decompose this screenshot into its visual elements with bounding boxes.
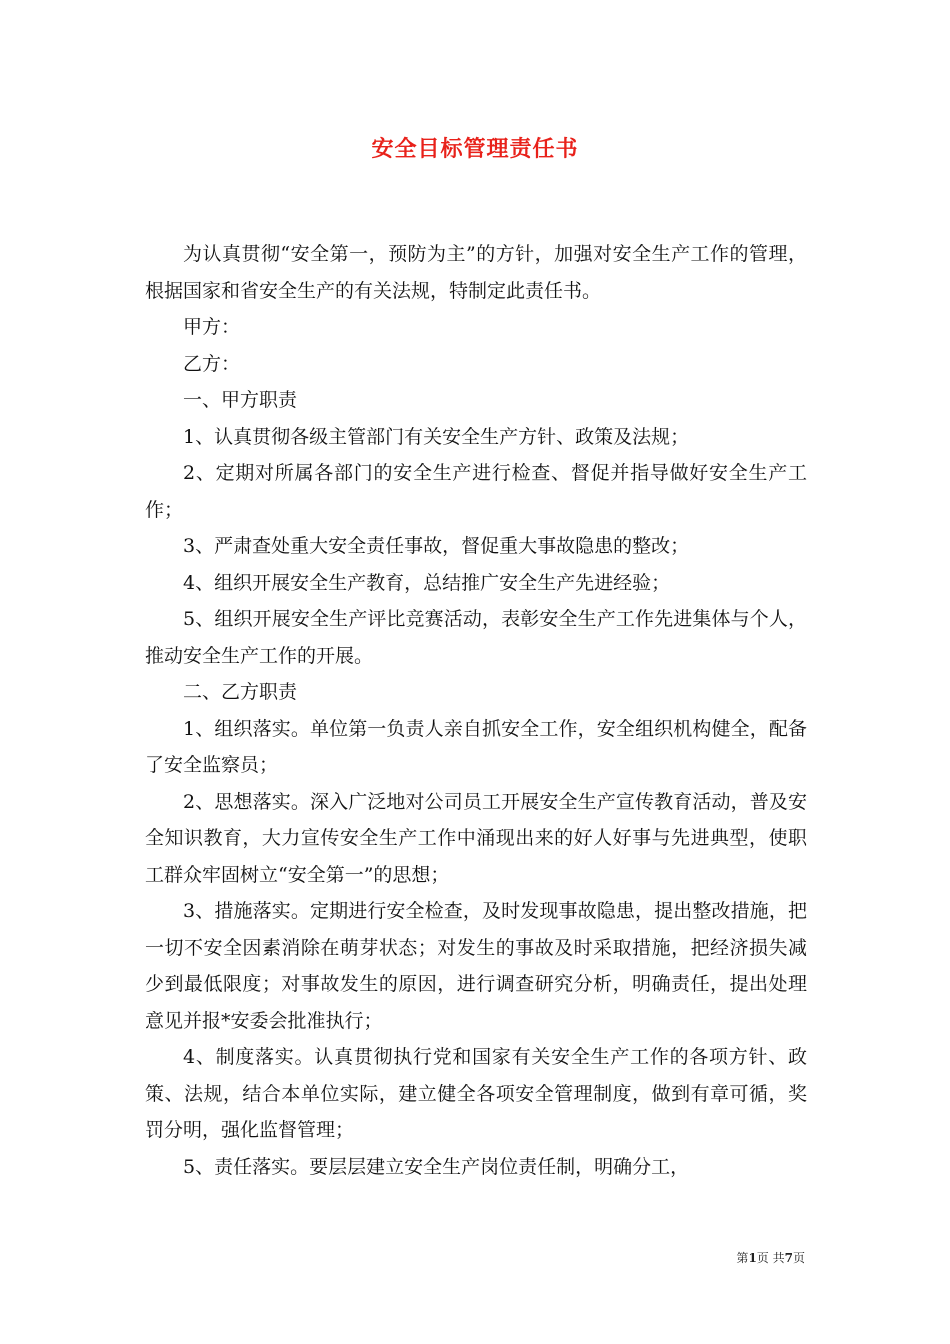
party-b-item-3: 3、措施落实。定期进行安全检查，及时发现事故隐患，提出整改措施，把一切不安全因素消除在萌芽状态；对发生的事故及时采取措施，把经济损失减少到最低限度；对事故发生的原因，进行调查研究分析，明确责任，提出处理意见并报*安委会批准执行； (145, 900, 807, 1032)
party-b-item-5: 5、责任落实。要层层建立安全生产岗位责任制，明确分工， (183, 1155, 690, 1178)
party-a-item-2: 2、定期对所属各部门的安全生产进行检查、督促并指导做好安全生产工作； (145, 462, 807, 521)
party-b-item-2: 2、思想落实。深入广泛地对公司员工开展安全生产宣传教育活动，普及安全知识教育，大力宣传安全生产工作中涌现出来的好人好事与先进典型，使职工群众牢固树立“安全第一”的思想； (145, 790, 807, 886)
party-b-item-4: 4、制度落实。认真贯彻执行党和国家有关安全生产工作的各项方针、政策、法规，结合本单位实际，建立健全各项安全管理制度，做到有章可循，奖罚分明，强化监督管理； (145, 1046, 807, 1141)
party-b-item-1: 1、组织落实。单位第一负责人亲自抓安全工作，安全组织机构健全，配备了安全监察员； (145, 717, 807, 776)
page-middle: 页 共 (756, 1251, 785, 1265)
party-a-item-4: 4、组织开展安全生产教育，总结推广安全生产先进经验； (183, 571, 671, 594)
page-suffix: 页 (792, 1251, 805, 1265)
party-b-label: 乙方： (183, 352, 241, 375)
page-title: 安全目标管理责任书 (371, 136, 579, 162)
party-a-item-3: 3、严肃查处重大安全责任事故，督促重大事故隐患的整改； (183, 535, 690, 557)
page-number (0, 1249, 805, 1266)
party-a-item-5: 5、组织开展安全生产评比竞赛活动，表彰安全生产工作先进集体与个人，推动安全生产工作的开展。 (145, 608, 807, 667)
page-prefix: 第 (736, 1251, 749, 1265)
page-total: 7 (784, 1251, 793, 1265)
page-current: 1 (748, 1251, 757, 1265)
document-body (145, 236, 807, 1185)
party-a-item-1: 1、认真贯彻各级主管部门有关安全生产方针、政策及法规； (183, 425, 690, 448)
section-heading-party-a: 一、甲方职责 (183, 389, 298, 411)
section-heading-party-b: 二、乙方职责 (183, 681, 298, 703)
party-a-label: 甲方： (183, 316, 241, 338)
paragraph-intro: 为认真贯彻“安全第一，预防为主”的方针，加强对安全生产工作的管理，根据国家和省安全生产的有关法规，特制定此责任书。 (145, 243, 807, 302)
